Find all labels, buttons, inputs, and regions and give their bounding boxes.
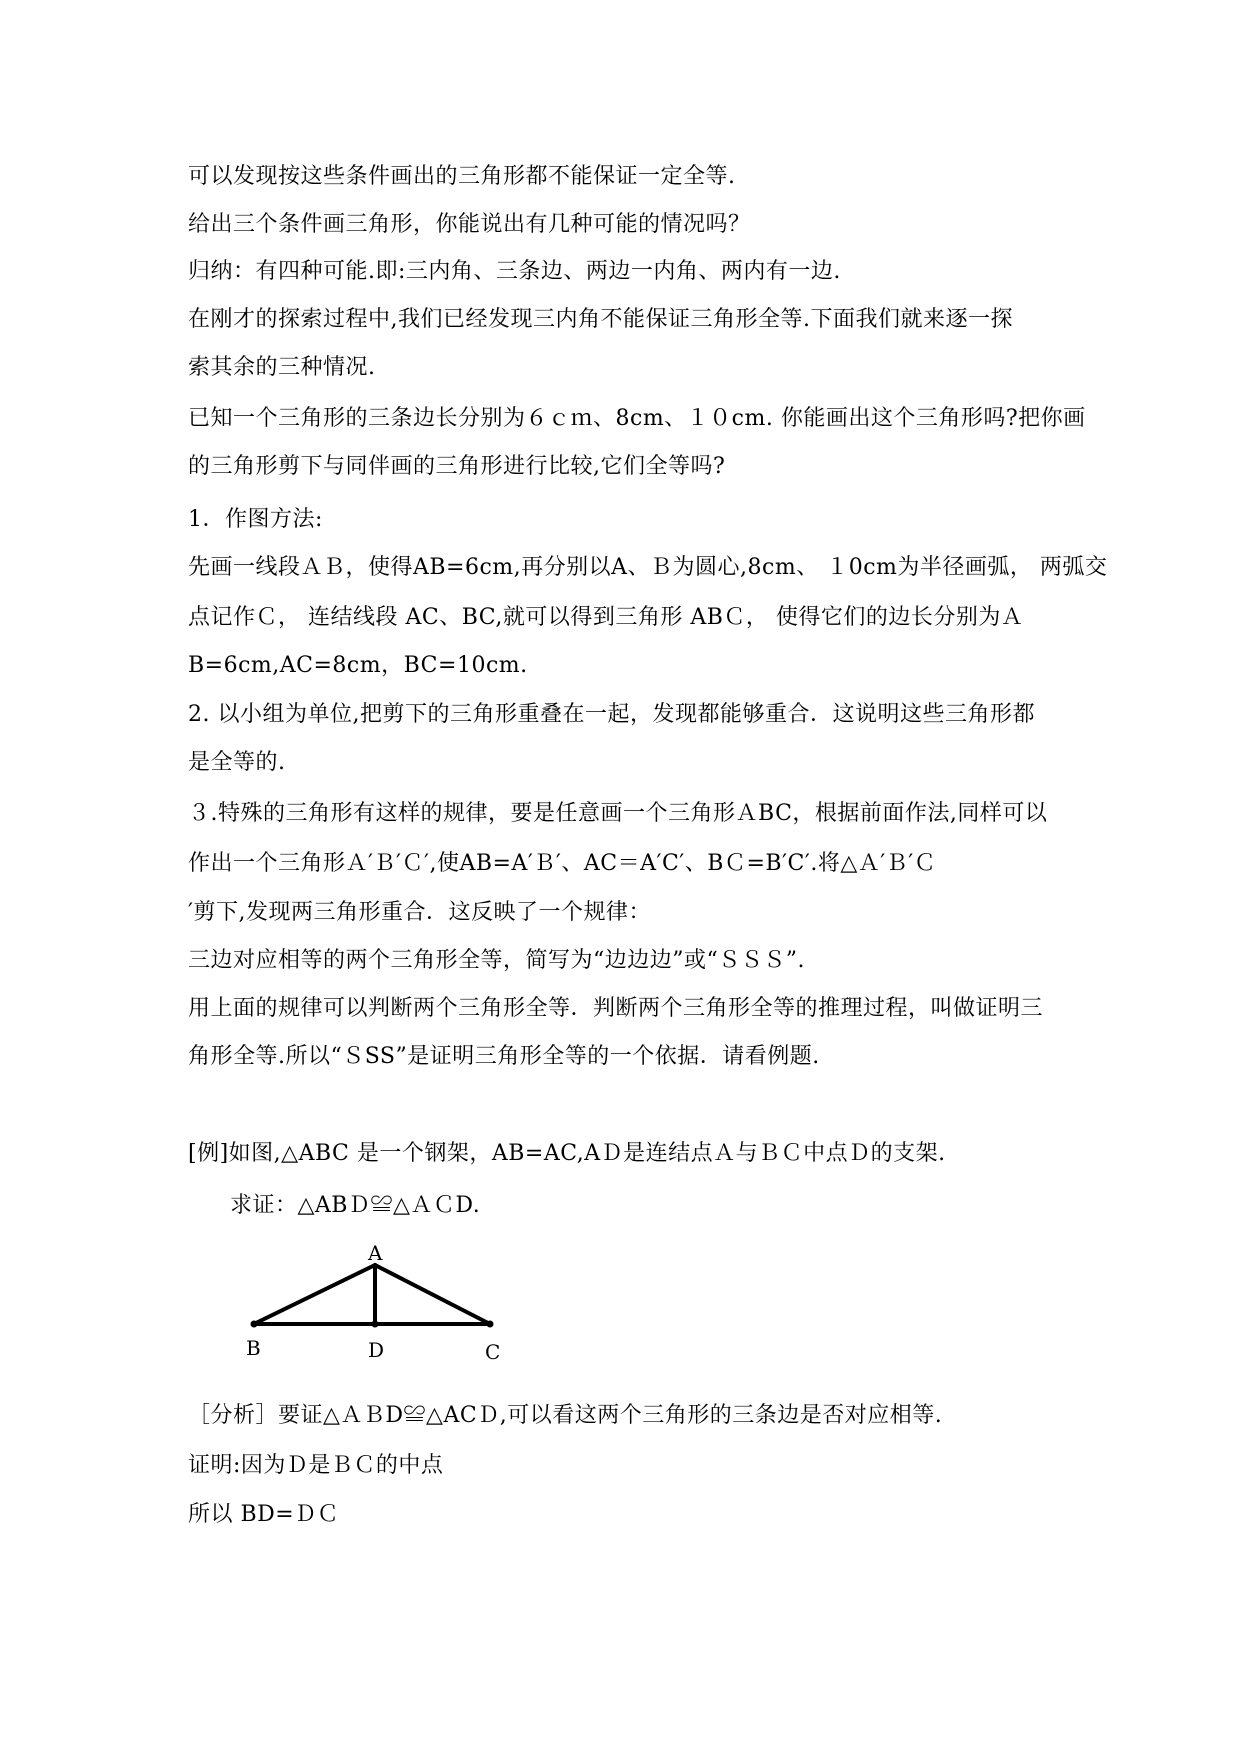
text-line: 点记作Ｃ， 连结线段 AC、BC,就可以得到三角形 ABＣ， 使得它们的边长分别为Ａ <box>188 605 1024 630</box>
label-b: B <box>246 1336 261 1360</box>
text-line: 可以发现按这些条件画出的三角形都不能保证一定全等. <box>188 164 736 189</box>
text-line: 先画一线段ＡＢ，使得AB=6cm,再分别以A、Ｂ为圆心,8cm、 １0cm为半径画弧， 两弧交 <box>188 555 1108 580</box>
text-line: 索其余的三种情况. <box>188 355 376 380</box>
text-line: 三边对应相等的两个三角形全等，简写为“边边边”或“ＳＳＳ”. <box>188 948 805 973</box>
triangle-diagram <box>240 1245 510 1375</box>
label-c: C <box>485 1340 501 1364</box>
edge-ac <box>375 1265 490 1324</box>
text-line: 给出三个条件画三角形，你能说出有几种可能的情况吗？ <box>188 212 751 237</box>
text-line: 证明:因为Ｄ是ＢＣ的中点 <box>188 1453 444 1478</box>
text-line: 用上面的规律可以判断两个三角形全等．判断两个三角形全等的推理过程，叫做证明三 <box>188 996 1044 1021</box>
text-line: 的三角形剪下与同伴画的三角形进行比较,它们全等吗? <box>188 454 726 479</box>
text-line: 在刚才的探索过程中,我们已经发现三内角不能保证三角形全等.下面我们就来逐一探 <box>188 307 1013 332</box>
vertex-c <box>487 1321 494 1328</box>
vertex-b <box>251 1321 258 1328</box>
text-line: ［分析］要证△ＡＢD≌△ACＤ,可以看这两个三角形的三条边是否对应相等. <box>188 1403 943 1428</box>
triangle-figure <box>240 1245 510 1375</box>
text-line: 所以 BD=ＤＣ <box>188 1502 340 1527</box>
edge-ab <box>254 1265 375 1324</box>
text-line: 作出一个三角形Ａ′Ｂ′Ｃ′,使AB=A′Ｂ′、AC＝A′C′、BＣ=B′C′.将△Ａ′Ｂ′Ｃ <box>188 851 937 876</box>
text-line: 2. 以小组为单位,把剪下的三角形重叠在一起，发现都能够重合．这说明这些三角形都 <box>188 702 1035 727</box>
label-d: D <box>368 1338 385 1362</box>
text-line: 已知一个三角形的三条边长分别为６ｃｍ、8cm、１０cm. 你能画出这个三角形吗?把你画 <box>188 406 1086 431</box>
text-line: [例]如图,△ABC 是一个钢架，AB=AC,AＤ是连结点Ａ与ＢＣ中点Ｄ的支架. <box>188 1141 946 1166</box>
text-line: 角形全等.所以“ＳSS”是证明三角形全等的一个依据．请看例题. <box>188 1044 820 1069</box>
text-line: 1．作图方法: <box>188 507 323 532</box>
text-line: ′剪下,发现两三角形重合．这反映了一个规律： <box>188 900 651 925</box>
text-line: 求证：△ABＤ≌△ＡＣD. <box>230 1193 481 1218</box>
text-line: B=6cm,AC=8cm，BC=10cm. <box>188 653 528 678</box>
label-a: A <box>368 1245 383 1265</box>
text-line: ３.特殊的三角形有这样的规律，要是任意画一个三角形ＡBC，根据前面作法,同样可以 <box>188 801 1048 826</box>
vertex-d <box>372 1321 379 1328</box>
text-line: 归纳：有四种可能.即:三内角、三条边、两边一内角、两内有一边. <box>188 259 841 284</box>
text-line: 是全等的. <box>188 750 286 775</box>
